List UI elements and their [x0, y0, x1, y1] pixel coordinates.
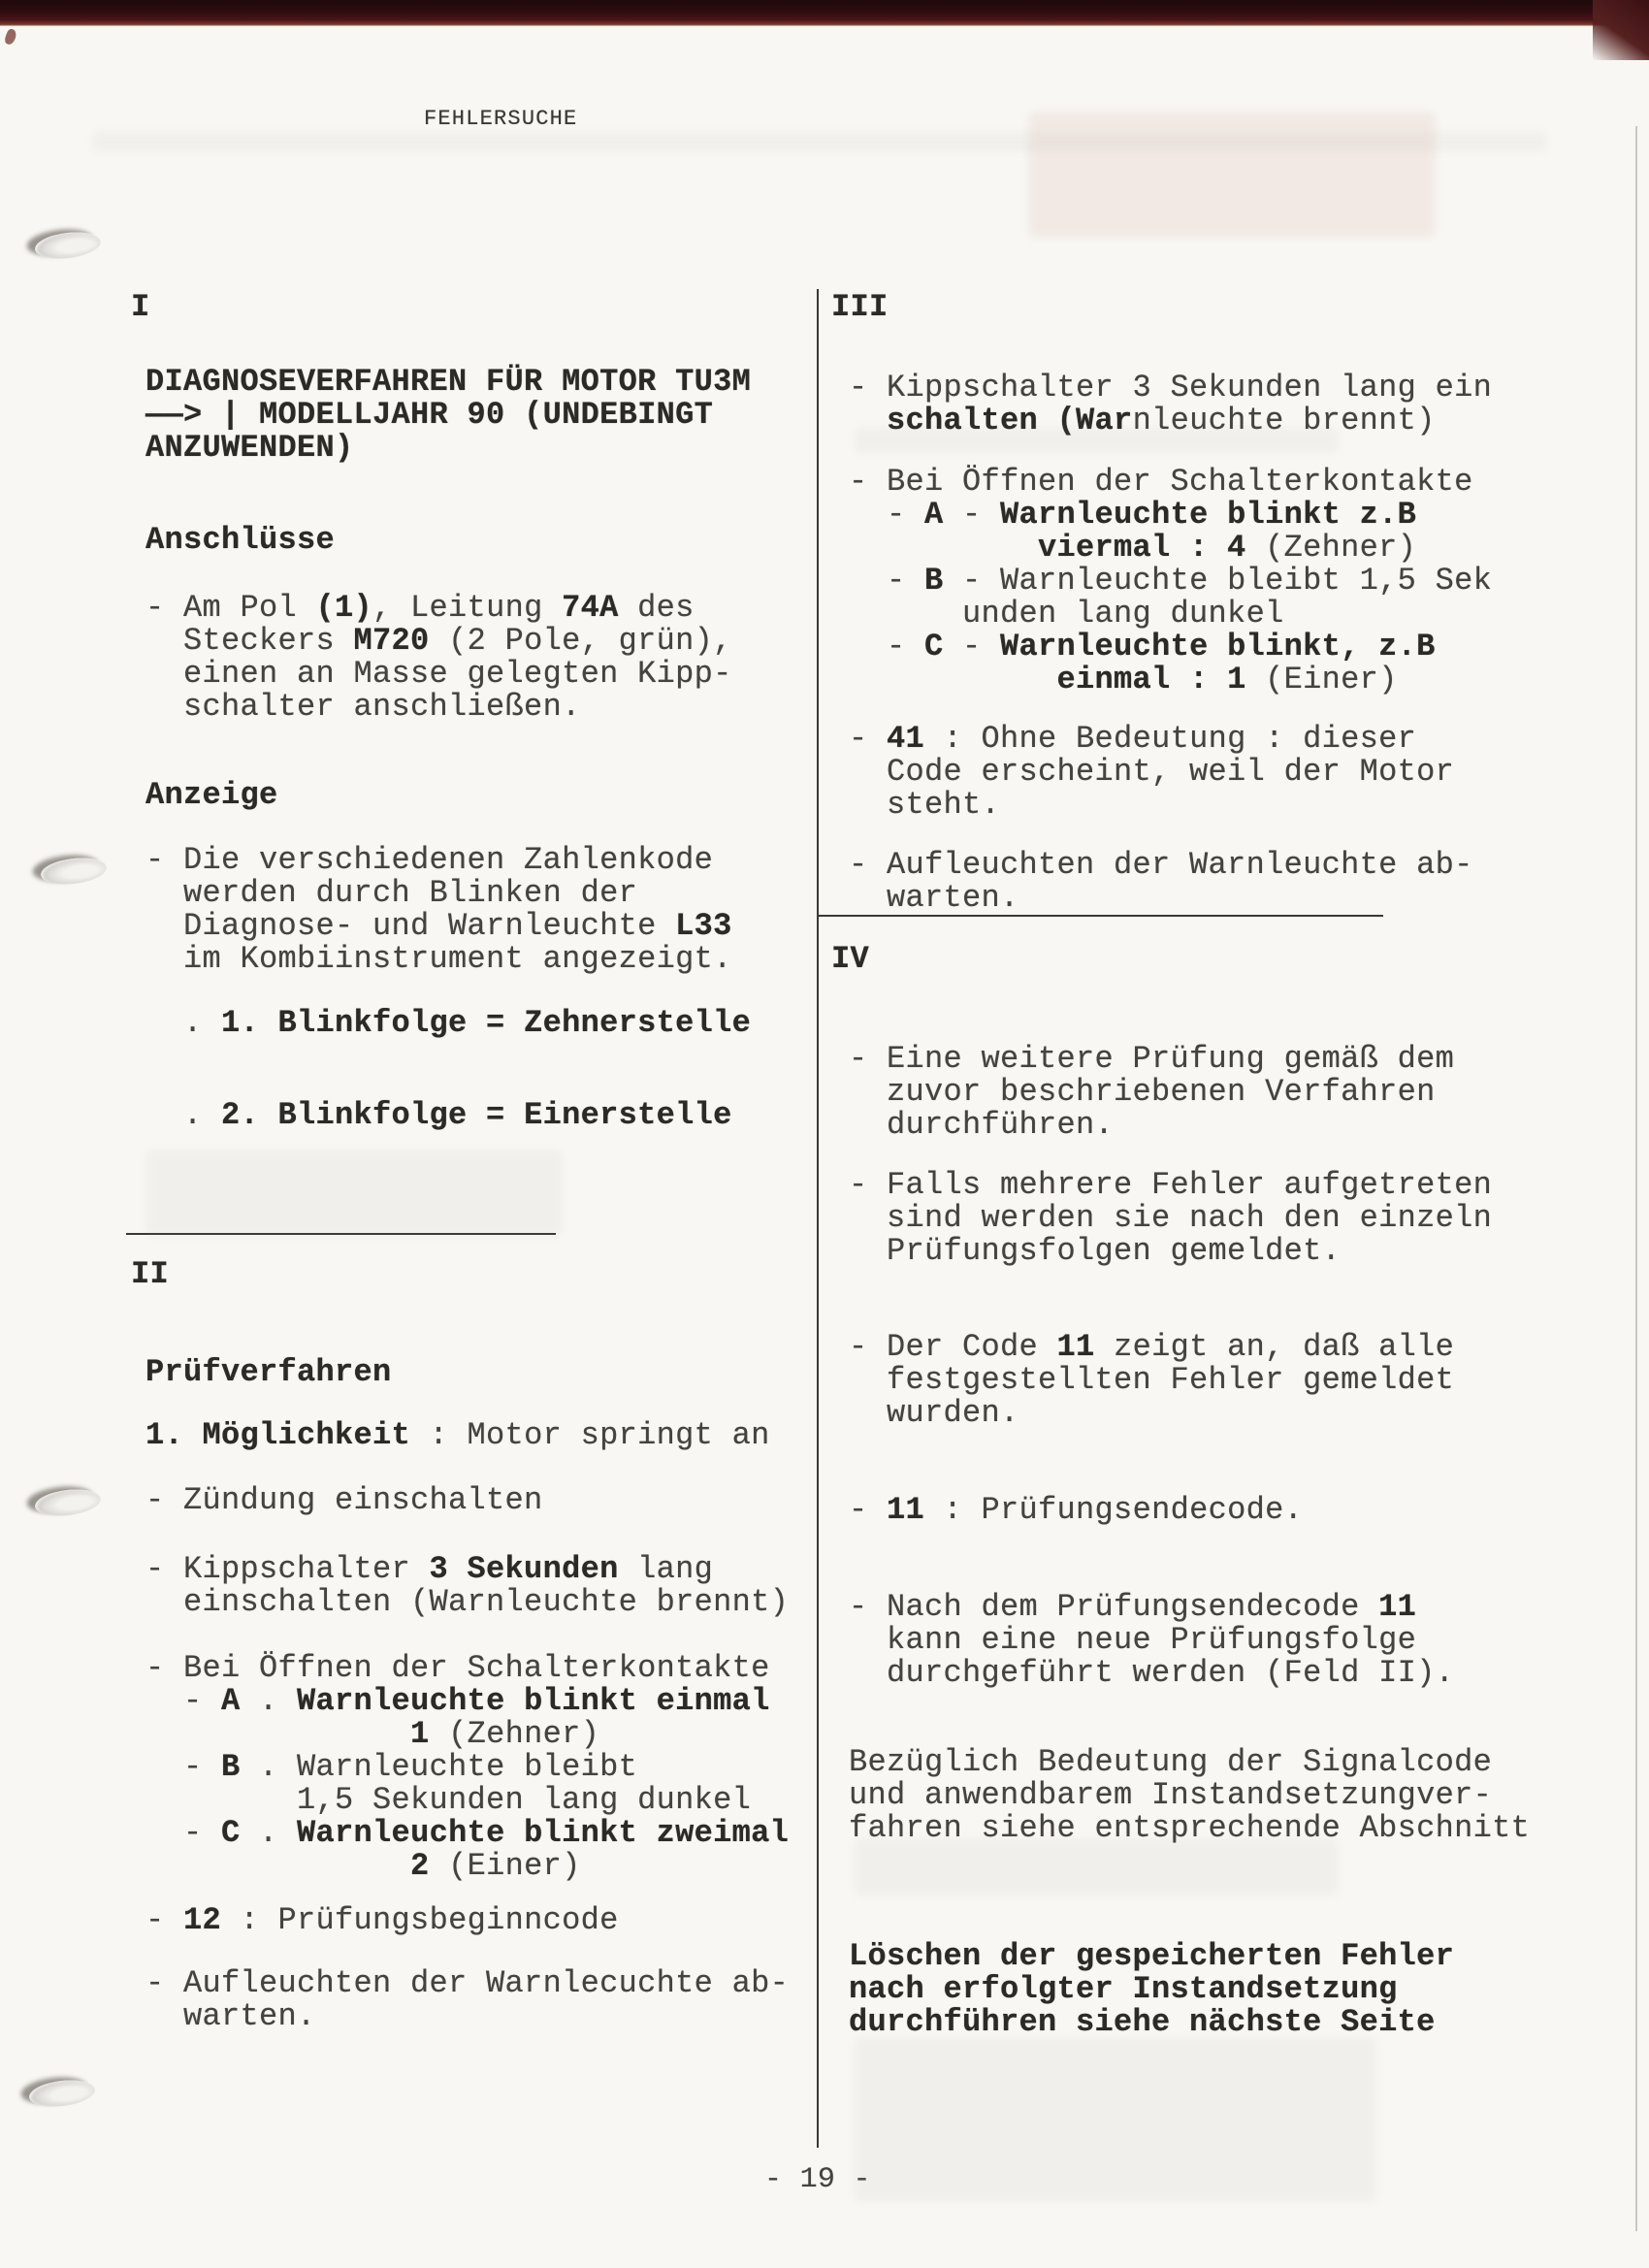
text-segment: kann eine neue Prüfungsfolge — [849, 1622, 1417, 1658]
text-segment: A — [924, 497, 944, 533]
text-line — [849, 664, 1492, 697]
text-segment: Prüfungsfolgen gemeldet. — [849, 1233, 1342, 1269]
text-line — [131, 291, 150, 324]
bleed-through-smudge — [92, 131, 1547, 152]
text-segment: festgestellten Fehler gemeldet — [849, 1362, 1455, 1398]
text-line — [831, 291, 889, 324]
text-segment: - — [943, 497, 1001, 533]
text-segment: - — [849, 563, 925, 599]
text-segment: - Nach dem Prüfungsendecode — [849, 1589, 1379, 1625]
text-line — [849, 2006, 1454, 2039]
text-line — [146, 691, 732, 724]
bullet-schalterkontakte-rechts — [849, 466, 1492, 697]
text-segment: (Einer) — [1245, 662, 1398, 697]
bullet-am-pol — [146, 592, 732, 724]
text-line — [146, 524, 335, 557]
bleed-through-smudge — [854, 2037, 1377, 2202]
text-line — [146, 1553, 789, 1586]
text-line — [146, 1099, 732, 1132]
text-segment: zeigt an, daß alle — [1094, 1329, 1455, 1365]
text-line — [849, 756, 1454, 789]
text-segment: schalter anschließen. — [146, 689, 581, 725]
text-segment: (Zehner) — [429, 1716, 600, 1752]
text-segment: des — [618, 590, 695, 626]
punch-hole — [40, 855, 109, 888]
text-segment: C — [221, 1815, 241, 1851]
text-segment: unden lang dunkel — [849, 596, 1284, 632]
text-segment: . — [146, 1005, 222, 1041]
text-segment: I — [131, 289, 150, 325]
text-segment: 1 — [410, 1716, 430, 1752]
text-line — [146, 910, 732, 943]
text-line — [849, 565, 1492, 598]
text-line — [146, 592, 732, 625]
text-segment: - Kippschalter 3 Sekunden lang ein — [849, 370, 1493, 405]
text-segment: - — [146, 1749, 222, 1785]
text-segment: Löschen der gespeicherten Fehler — [849, 1938, 1455, 1974]
roman-numeral-i — [131, 291, 150, 324]
text-segment: Warnleuchte blinkt, z.B — [1000, 629, 1436, 664]
bullet-code-41 — [849, 723, 1454, 822]
text-line — [146, 1904, 619, 1937]
roman-numeral-ii — [131, 1258, 169, 1291]
text-segment: (Zehner) — [1245, 530, 1417, 566]
text-segment: , Leitung — [372, 590, 563, 626]
text-segment: : Motor springt an — [410, 1417, 770, 1453]
text-segment: 74A — [562, 590, 619, 626]
text-segment: nleuchte brennt) — [1132, 403, 1436, 438]
text-segment: - Bei Öffnen der Schalterkontakte — [146, 1650, 770, 1686]
text-line — [146, 1967, 789, 2000]
bullet-aufleuchten-links — [146, 1967, 789, 2033]
text-line — [849, 1169, 1492, 1202]
text-segment: - — [146, 1902, 184, 1938]
text-line — [146, 1850, 789, 1883]
text-segment: (2 Pole, grün), — [429, 623, 732, 659]
heading-anzeige — [146, 779, 278, 812]
title-diagnoseverfahren — [146, 366, 751, 465]
text-segment: 11 — [887, 1492, 925, 1528]
text-segment: durchführen. — [849, 1107, 1115, 1143]
text-segment: fahren siehe entsprechende Abschnitt — [849, 1810, 1531, 1846]
text-line — [849, 1076, 1454, 1109]
text-line — [849, 1779, 1530, 1812]
text-segment: - Falls mehrere Fehler aufgetreten — [849, 1167, 1493, 1203]
para-bezueglich — [849, 1746, 1530, 1845]
heading-pruefverfahren — [146, 1356, 392, 1389]
text-line — [146, 1652, 789, 1685]
text-segment: - Der Code — [849, 1329, 1057, 1365]
scan-edge-top — [0, 0, 1649, 26]
text-segment: Bezüglich Bedeutung der Signalcode — [849, 1744, 1493, 1780]
text-segment: - Warnleuchte bleibt 1,5 Sek — [943, 563, 1493, 599]
bullet-code-11-zeigt — [849, 1331, 1454, 1430]
text-segment: 11 — [1378, 1589, 1417, 1625]
text-line — [849, 1591, 1454, 1624]
text-line — [849, 598, 1492, 631]
text-segment: . Warnleuchte bleibt — [240, 1749, 638, 1785]
text-segment: - Eine weitere Prüfung gemäß dem — [849, 1041, 1455, 1077]
text-segment: M720 — [353, 623, 430, 659]
text-segment: warten. — [849, 880, 1019, 916]
bullet-schalterkontakte-links — [146, 1652, 789, 1883]
text-segment: - — [943, 629, 1001, 664]
text-line — [146, 779, 278, 812]
bleed-through-smudge — [854, 1838, 1339, 1896]
text-segment: 2 — [410, 1848, 430, 1884]
text-segment: durchgeführt werden (Feld II). — [849, 1655, 1455, 1691]
text-line — [146, 1784, 789, 1817]
text-segment: 1. Möglichkeit — [146, 1417, 411, 1453]
text-segment: : Ohne Bedeutung : dieser — [924, 721, 1417, 757]
text-line — [849, 1364, 1454, 1397]
text-segment: : Prüfungsendecode. — [924, 1492, 1304, 1528]
text-segment: werden durch Blinken der — [146, 875, 638, 911]
text-line — [146, 1007, 751, 1040]
text-line — [849, 466, 1492, 499]
heading-anschluesse — [146, 524, 335, 557]
text-line — [849, 1109, 1454, 1142]
text-segment: Prüfverfahren — [146, 1354, 392, 1390]
text-segment: durchführen siehe nächste Seite — [849, 2004, 1436, 2040]
text-line — [146, 1751, 789, 1784]
scan-speck — [4, 28, 18, 46]
text-line — [849, 372, 1492, 405]
text-segment: Steckers — [146, 623, 354, 659]
punch-hole — [34, 229, 103, 262]
text-line — [131, 1258, 169, 1291]
text-segment: wurden. — [849, 1395, 1019, 1431]
punch-hole — [34, 1486, 103, 1519]
text-segment: C — [924, 629, 944, 664]
text-segment: - — [146, 1683, 222, 1719]
bullet-aufleuchten-rechts — [849, 849, 1473, 915]
text-segment — [146, 1716, 410, 1752]
text-line — [146, 943, 732, 976]
text-segment: - Aufleuchten der Warnlecuchte ab- — [146, 1965, 790, 2001]
text-line — [849, 631, 1492, 664]
text-line — [849, 1973, 1454, 2006]
text-segment: - — [849, 497, 925, 533]
text-segment: - Am Pol — [146, 590, 316, 626]
text-segment: - — [849, 629, 925, 664]
text-segment: IV — [831, 941, 870, 977]
roman-numeral-iv — [831, 943, 869, 976]
text-line — [849, 723, 1454, 756]
bullet-zahlenkode — [146, 844, 732, 976]
text-line — [849, 1331, 1454, 1364]
text-segment: - Die verschiedenen Zahlenkode — [146, 842, 714, 878]
text-line — [849, 1397, 1454, 1430]
text-line — [146, 1484, 543, 1517]
text-segment: Warnleuchte blinkt zweimal — [297, 1815, 790, 1851]
text-segment: A — [221, 1683, 241, 1719]
text-line — [146, 1817, 789, 1850]
text-line — [146, 1685, 789, 1718]
text-segment: steht. — [849, 787, 1001, 823]
text-segment: . — [146, 1097, 222, 1133]
text-line — [831, 943, 869, 976]
text-line — [849, 1940, 1454, 1973]
text-segment: B — [924, 563, 944, 599]
bullet-zuendung — [146, 1484, 543, 1517]
column-divider — [817, 289, 819, 2148]
text-segment: nach erfolgter Instandsetzung — [849, 1971, 1398, 2007]
text-line — [849, 499, 1492, 532]
text-segment: einschalten (Warnleuchte brennt) — [146, 1584, 790, 1620]
text-segment: 1,5 Sekunden lang dunkel — [146, 1782, 752, 1818]
text-segment: und anwendbarem Instandsetzungver- — [849, 1777, 1493, 1813]
text-line — [146, 432, 751, 465]
bullet-mehrere-fehler — [849, 1169, 1492, 1268]
text-segment: einmal : 1 — [1056, 662, 1246, 697]
text-segment: - — [849, 721, 888, 757]
text-segment: - Bei Öffnen der Schalterkontakte — [849, 464, 1473, 500]
page-edge-line — [1635, 126, 1637, 2231]
text-line — [146, 1356, 392, 1389]
text-segment: - — [146, 1815, 222, 1851]
text-segment: 11 — [1056, 1329, 1095, 1365]
text-line — [146, 1586, 789, 1619]
text-segment: . — [240, 1815, 298, 1851]
text-segment: viermal : 4 — [1038, 530, 1246, 566]
text-segment: 2. Blinkfolge = Einerstelle — [221, 1097, 732, 1133]
text-segment: B — [221, 1749, 241, 1785]
text-segment: 1. Blinkfolge = Zehnerstelle — [221, 1005, 752, 1041]
text-segment: . — [240, 1683, 298, 1719]
bullet-kippschalter-links — [146, 1553, 789, 1619]
text-segment: zuvor beschriebenen Verfahren — [849, 1074, 1436, 1110]
text-segment: II — [131, 1256, 170, 1292]
text-segment: (Einer) — [429, 1848, 581, 1884]
para-loeschen-hinweis — [849, 1940, 1454, 2039]
text-segment: - — [849, 1492, 888, 1528]
bullet-pruefungsbeginncode — [146, 1904, 619, 1937]
text-line — [849, 1235, 1492, 1268]
text-segment: - Aufleuchten der Warnleuchte ab- — [849, 847, 1473, 883]
text-segment: Anschlüsse — [146, 522, 336, 558]
text-segment: Diagnose- und Warnleuchte — [146, 908, 676, 944]
text-segment: L33 — [675, 908, 732, 944]
text-line — [849, 1202, 1492, 1235]
bleed-through-smudge — [146, 1150, 563, 1237]
text-segment: Code erscheint, weil der Motor — [849, 754, 1455, 790]
text-line — [849, 789, 1454, 822]
text-line — [146, 2000, 789, 2033]
text-line — [146, 1718, 789, 1751]
text-line — [849, 882, 1473, 915]
text-line — [849, 849, 1473, 882]
text-line — [146, 1419, 770, 1452]
text-segment: 3 Sekunden — [429, 1551, 619, 1587]
text-segment: sind werden sie nach den einzeln — [849, 1200, 1493, 1236]
text-segment: 41 — [887, 721, 925, 757]
text-line — [146, 877, 732, 910]
page-number: - 19 - — [764, 2163, 871, 2196]
text-line — [849, 1624, 1454, 1657]
text-segment: lang — [618, 1551, 714, 1587]
text-segment: schalten (War — [887, 403, 1133, 438]
text-line — [146, 399, 751, 432]
line-blinkfolge-2 — [146, 1099, 732, 1132]
text-segment: - Kippschalter — [146, 1551, 430, 1587]
text-line — [849, 1657, 1454, 1690]
punch-hole — [28, 2077, 97, 2110]
text-segment: Warnleuchte blinkt z.B — [1000, 497, 1417, 533]
page-header: FEHLERSUCHE — [424, 107, 578, 131]
line-moeglichkeit — [146, 1419, 770, 1452]
text-segment: 12 — [183, 1902, 222, 1938]
text-line — [849, 532, 1492, 565]
text-segment — [849, 662, 1057, 697]
text-segment: DIAGNOSEVERFAHREN FÜR MOTOR TU3M — [146, 364, 752, 400]
text-segment: einen an Masse gelegten Kipp- — [146, 656, 732, 692]
text-segment: : Prüfungsbeginncode — [221, 1902, 619, 1938]
text-segment: ANZUWENDEN) — [146, 430, 354, 466]
line-blinkfolge-1 — [146, 1007, 751, 1040]
text-segment — [849, 530, 1038, 566]
bullet-nach-endecode — [849, 1591, 1454, 1690]
text-line — [146, 625, 732, 658]
text-segment: ——> | MODELLJAHR 90 (UNDEBINGT — [146, 397, 714, 433]
text-line — [146, 844, 732, 877]
text-line — [146, 658, 732, 691]
text-segment: Warnleuchte blinkt einmal — [297, 1683, 770, 1719]
bullet-weitere-pruefung — [849, 1043, 1454, 1142]
text-segment: warten. — [146, 1998, 316, 2034]
bleed-through-smudge — [854, 427, 1339, 454]
text-line — [146, 366, 751, 399]
roman-numeral-iii — [831, 291, 889, 324]
text-segment — [146, 1848, 410, 1884]
text-segment: III — [831, 289, 889, 325]
scan-corner-mark — [1593, 0, 1649, 60]
text-line — [849, 1494, 1303, 1527]
bullet-pruefungsendecode — [849, 1494, 1303, 1527]
text-segment: - Zündung einschalten — [146, 1482, 543, 1518]
text-segment: (1) — [315, 590, 373, 626]
text-line — [849, 1746, 1530, 1779]
text-line — [849, 1043, 1454, 1076]
text-segment: im Kombiinstrument angezeigt. — [146, 941, 732, 977]
text-segment: Anzeige — [146, 777, 278, 813]
